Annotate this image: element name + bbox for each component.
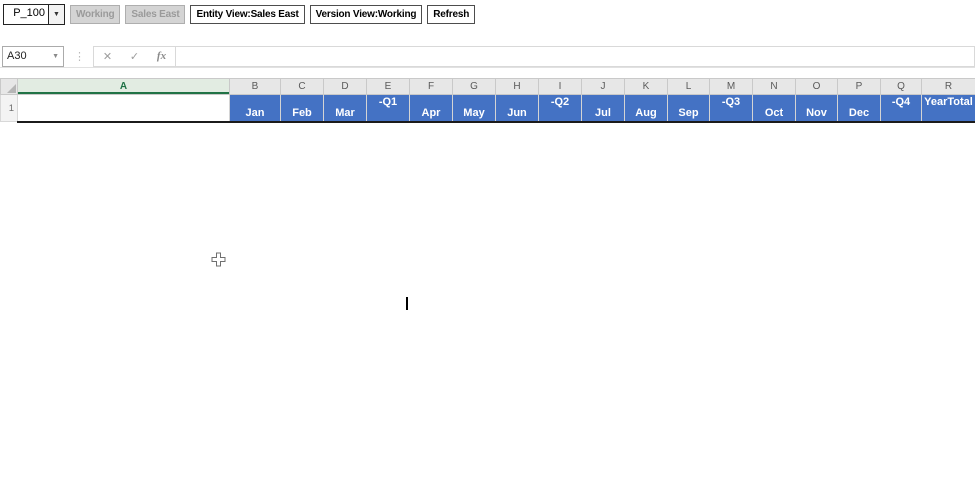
column-header-D[interactable]: D bbox=[324, 79, 367, 95]
period-header-Apr[interactable]: Apr bbox=[410, 95, 453, 122]
column-header-O[interactable]: O bbox=[796, 79, 838, 95]
period-header--Q2[interactable]: -Q2 bbox=[539, 95, 582, 122]
cancel-icon[interactable]: ✕ bbox=[102, 50, 113, 63]
column-header-G[interactable]: G bbox=[453, 79, 496, 95]
row-header-1[interactable]: 1 bbox=[1, 95, 18, 122]
name-box[interactable] bbox=[2, 46, 64, 67]
insert-function-icon[interactable]: fx bbox=[156, 50, 167, 62]
formula-input[interactable] bbox=[176, 46, 975, 67]
column-header-H[interactable]: H bbox=[496, 79, 539, 95]
select-all-button[interactable] bbox=[1, 79, 18, 95]
smartview-pov-toolbar bbox=[0, 0, 975, 25]
entity-view-button[interactable]: Entity View:Sales East bbox=[190, 5, 304, 24]
column-header-N[interactable]: N bbox=[753, 79, 796, 95]
column-header-C[interactable]: C bbox=[281, 79, 324, 95]
name-box-dropdown-icon[interactable]: ▼ bbox=[52, 52, 59, 60]
column-header-I[interactable]: I bbox=[539, 79, 582, 95]
worksheet-area bbox=[0, 78, 975, 123]
column-header-R[interactable]: R bbox=[922, 79, 975, 95]
period-header-Jan[interactable]: Jan bbox=[230, 95, 281, 122]
period-header-Sep[interactable]: Sep bbox=[668, 95, 710, 122]
cell-plus-cursor-icon bbox=[211, 252, 226, 267]
column-header-B[interactable]: B bbox=[230, 79, 281, 95]
period-header-Aug[interactable]: Aug bbox=[625, 95, 668, 122]
period-header-May[interactable]: May bbox=[453, 95, 496, 122]
pov-working-button[interactable]: Working bbox=[70, 5, 120, 24]
formula-bar-row bbox=[0, 45, 975, 68]
column-header-row bbox=[1, 79, 975, 95]
cell-A1[interactable] bbox=[18, 95, 230, 122]
period-header-YearTotal[interactable]: YearTotal bbox=[922, 95, 975, 122]
period-header-Nov[interactable]: Nov bbox=[796, 95, 838, 122]
period-header-Feb[interactable]: Feb bbox=[281, 95, 324, 122]
select-all-triangle-icon bbox=[7, 84, 16, 93]
column-header-A[interactable]: A bbox=[18, 79, 230, 95]
pov-member-value: P_100 bbox=[13, 6, 45, 19]
dropdown-arrow-icon[interactable]: ▼ bbox=[48, 5, 64, 24]
period-header-Jun[interactable]: Jun bbox=[496, 95, 539, 122]
period-header--Q4[interactable]: -Q4 bbox=[881, 95, 922, 122]
period-header--Q1[interactable]: -Q1 bbox=[367, 95, 410, 122]
version-view-button[interactable]: Version View:Working bbox=[310, 5, 423, 24]
period-header--Q3[interactable]: -Q3 bbox=[710, 95, 753, 122]
column-header-M[interactable]: M bbox=[710, 79, 753, 95]
column-header-F[interactable]: F bbox=[410, 79, 453, 95]
period-header-Mar[interactable]: Mar bbox=[324, 95, 367, 122]
column-header-L[interactable]: L bbox=[668, 79, 710, 95]
period-header-Dec[interactable]: Dec bbox=[838, 95, 881, 122]
formula-bar-buttons bbox=[93, 46, 176, 67]
period-header-Oct[interactable]: Oct bbox=[753, 95, 796, 122]
column-header-E[interactable]: E bbox=[367, 79, 410, 95]
column-header-K[interactable]: K bbox=[625, 79, 668, 95]
column-header-J[interactable]: J bbox=[582, 79, 625, 95]
text-caret bbox=[406, 297, 408, 310]
period-header-row bbox=[1, 95, 975, 122]
pov-member-selector[interactable] bbox=[3, 4, 65, 25]
refresh-button[interactable]: Refresh bbox=[427, 5, 475, 24]
spreadsheet-grid bbox=[0, 78, 975, 123]
name-box-value: A30 bbox=[7, 50, 27, 62]
pov-sales-east-button[interactable]: Sales East bbox=[125, 5, 185, 24]
enter-icon[interactable]: ✓ bbox=[129, 50, 140, 63]
formula-bar-splitter-icon[interactable]: ⋮ bbox=[74, 50, 85, 63]
column-header-P[interactable]: P bbox=[838, 79, 881, 95]
period-header-Jul[interactable]: Jul bbox=[582, 95, 625, 122]
column-header-Q[interactable]: Q bbox=[881, 79, 922, 95]
